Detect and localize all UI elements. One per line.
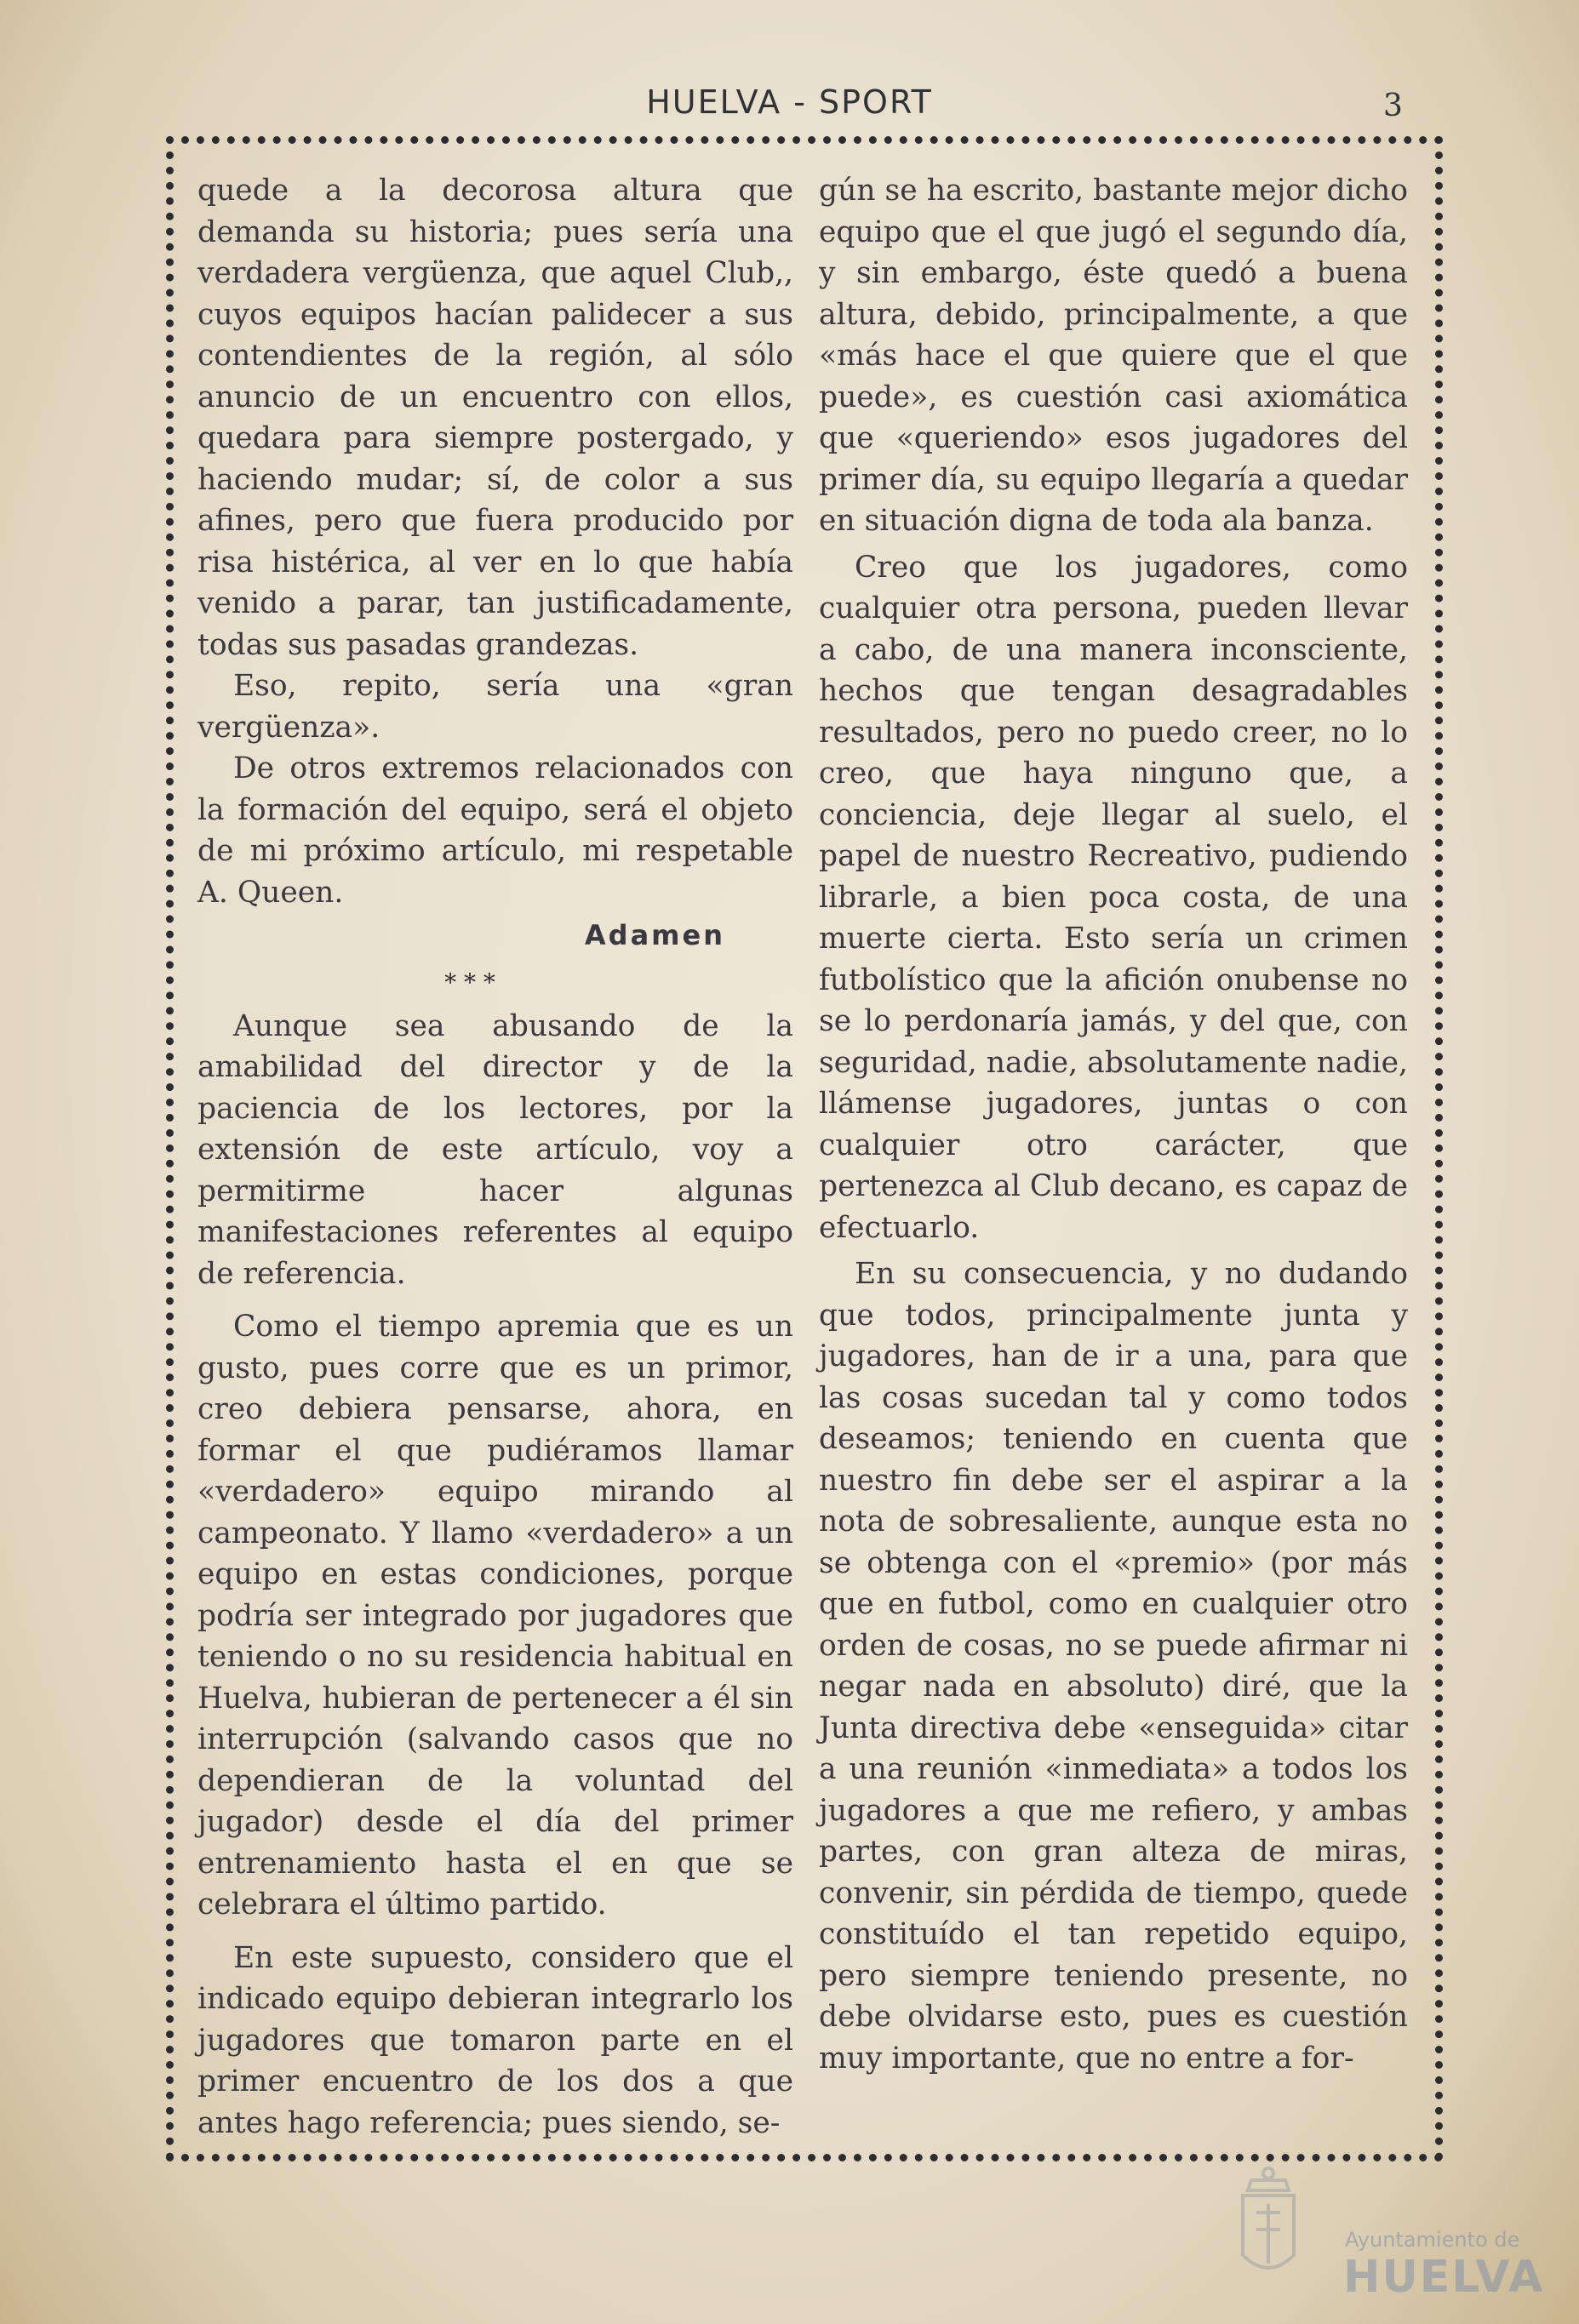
paragraph: En su consecuencia, y no dudando que todos, principalmente junta y jugadores, han de ir a una, para que las cosas sucedan tal y como todos deseamos; teniendo en cuenta que nuestro fin debe ser el aspirar a la nota de sobresaliente, aunque esta no se obtenga con el «premio» (por más que en futbol, como en cualquier otro orden de cosas, no se puede afirmar ni negar nada en absoluto) diré, que la Junta directiva debe «enseguida» citar a una reunión «inmediata» a todos los jugadores a que me refiero, y ambas partes, con gran alteza de miras, convenir, sin pérdida de tiempo, quede constituído el tan repetido equipo, pero siempre teniendo presente, no debe olvidarse esto, pues es cuestión muy importante, que no entre a for- (819, 1257, 1408, 2076)
paragraph: quede a la decorosa altura que demanda su historia; pues sería una verdadera vergüenza, que aquel Club,, cuyos equipos hacían palidecer a sus contendientes de la región, al sólo anuncio de un encuentro con ellos, quedara para siempre postergado, y haciendo mudar; sí, de color a sus afines, pero que fuera producido por risa histérica, al ver en lo que había venido a parar, tan justificadamente, todas sus pasadas grandezas. (197, 174, 793, 662)
paragraph: De otros extremos relacionados con la formación del equipo, será el objeto de mi próximo artículo, mi respetable A. Queen. (197, 751, 793, 910)
paragraph: Como el tiempo apremia que es un gusto, pues corre que es un primor, creo debiera pensarse, ahora, en formar el que pudiéramos llamar «verdadero» equipo mirando al campeonato. Y llamo «verdadero» a un equipo en estas condiciones, porque podría ser integrado por jugadores que teniendo o no su residencia habitual en Huelva, hubieran de pertenecer a él sin interrupción (salvando casos que no dependieran de la voluntad del jugador) desde el día del primer entrenamiento hasta el en que se celebrara el último partido. (197, 1310, 793, 1921)
page-number: 3 (1383, 89, 1403, 123)
right-column (819, 170, 1408, 2079)
paragraph: gún se ha escrito, bastante mejor dicho equipo que el que jugó el segundo día, y sin embargo, éste quedó a buena altura, debido, principalmente, a que «más hace el que quiere que el que puede», es cuestión casi axiomática que «queriendo» esos jugadores del primer día, su equipo llegaría a quedar en situación digna de toda ala banza. (819, 174, 1408, 538)
paragraph: Creo que los jugadores, como cualquier otra persona, pueden llevar a cabo, de una manera inconsciente, hechos que tengan desagradables resultados, pero no puedo creer, no lo creo, que haya ninguno que, a conciencia, deje llegar al suelo, el papel de nuestro Recreativo, pudiendo librarle, a bien poca costa, de una muerte cierta. Esto sería un crimen futbolístico que la afición onubense no se lo perdonaría jamás, y del que, con seguridad, nadie, absolutamente nadie, llámense jugadores, juntas o con cualquier otro carácter, que pertenezca al Club decano, es capaz de efectuarlo. (819, 550, 1408, 1245)
watermark-line-2: HUELVA (1343, 2252, 1545, 2303)
paragraph: Eso, repito, sería una «gran vergüenza». (197, 669, 793, 745)
page-title: HUELVA - SPORT (646, 83, 933, 121)
left-column (197, 170, 793, 2144)
paragraph: Aunque sea abusando de la amabilidad del director y de la paciencia de los lectores, por la extensión de este artículo, voy a permitirme hacer algunas manifestaciones referentes al equipo de referencia. (197, 1008, 793, 1291)
paragraph: En este supuesto, considero que el indicado equipo debieran integrarlo los jugadores que tomaron parte en el primer encuentro de los dos a que antes hago referencia; pues siendo, se- (197, 1940, 793, 2140)
section-separator: * * * (444, 968, 495, 996)
signature: Adamen (584, 919, 725, 951)
watermark-line-1: Ayuntamiento de (1345, 2228, 1520, 2252)
